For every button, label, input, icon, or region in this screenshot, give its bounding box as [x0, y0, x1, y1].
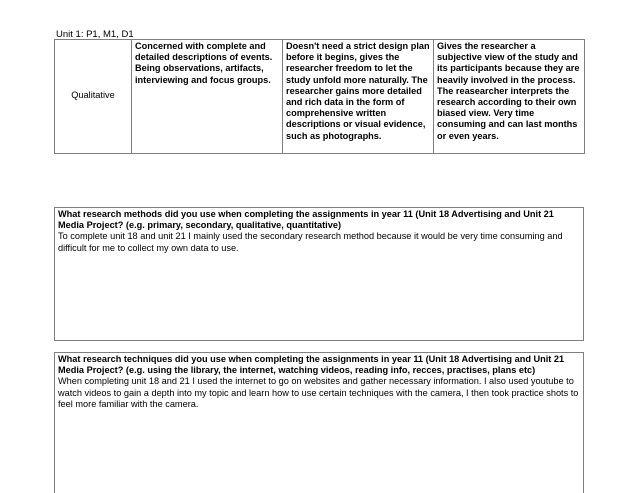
- qualitative-row: [55, 40, 585, 154]
- page-header: Unit 1: P1, M1, D1: [56, 29, 134, 40]
- disadvantages-cell: Gives the researcher a subjective view of the study and its participants because they are heavily involved in the process. The reasearcher interprets the research according to their own biased view. Very time consuming and can last months or even years.: [434, 40, 585, 154]
- qualitative-table: [54, 39, 585, 154]
- research-methods-box: [54, 207, 584, 341]
- research-techniques-question: What research techniques did you use when completing the assignments in year 11 (Unit 18 Advertising and Unit 21 Media Project? (e.g. using the library, the internet, watching videos, reading info, recces, practises, plans etc): [58, 354, 565, 376]
- research-type-cell: Qualitative: [55, 40, 132, 154]
- research-methods-answer: To complete unit 18 and unit 21 I mainly used the secondary research method because it would be very time consuming and difficult for me to collect my own data to use.: [58, 231, 563, 253]
- advantages-cell: Doesn't need a strict design plan before it begins, gives the researcher freedom to let the study unfold more naturally. The researcher gains more detailed and rich data in the form of comprehensive written descriptions or visual evidence, such as photographs.: [283, 40, 434, 154]
- research-techniques-box: [54, 352, 584, 493]
- research-methods-question: What research methods did you use when completing the assignments in year 11 (Unit 18 Advertising and Unit 21 Media Project? (e.g. primary, secondary, qualitative, quantitative): [58, 209, 554, 231]
- definition-cell: Concerned with complete and detailed descriptions of events. Being observations, artifacts, interviewing and focus groups.: [132, 40, 283, 154]
- research-techniques-answer: When completing unit 18 and 21 I used the internet to go on websites and gather necessary information. I also used youtube to watch videos to gain a depth into my topic and learn how to use certain techniques with the camera, I then took practice shots to feel more familiar with the camera.: [58, 376, 579, 409]
